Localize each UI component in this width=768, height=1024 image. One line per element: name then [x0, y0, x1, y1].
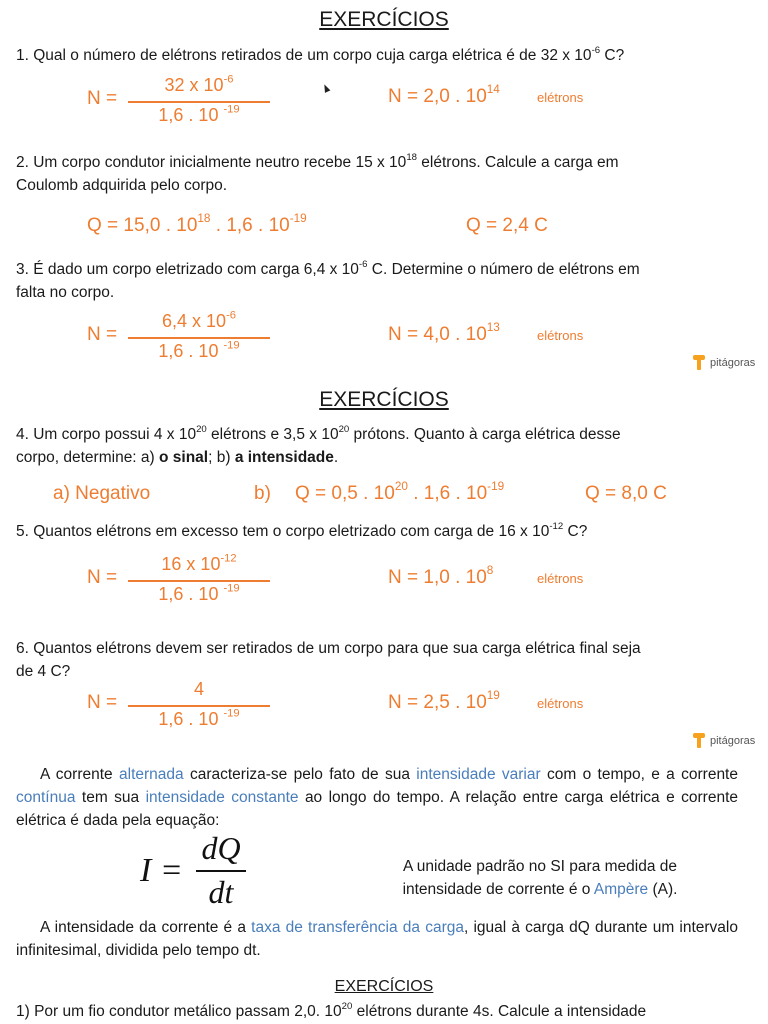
exercise-1: 1) Por um fio condutor metálico passam 2,0. $10^{20}$ elétrons durante 4s. Calcule a intensidade — [16, 1000, 647, 1020]
unit-note: A unidade padrão no SI para medida de intensidade de corrente é o Ampère (A). — [402, 858, 678, 898]
answer-1-fraction: 32 x $10^{-6}$ 1,6 . 10 $^{-19}$ — [128, 75, 270, 129]
question-4-line-2: corpo, determine: a) o sinal; b) a intensidade. — [16, 449, 339, 466]
question-1: 1. Qual o número de elétrons retirados de um corpo cuja carga elétrica é de 32 x $10^{-6}$ C? — [16, 44, 625, 64]
answer-4b-result: Q = 8,0 C — [585, 483, 667, 504]
answer-1-result: N = 2,0 . $10^{14}$ — [388, 83, 500, 107]
mouse-cursor-icon — [322, 83, 331, 93]
equation-lhs: I = — [140, 852, 183, 889]
pitagoras-logo-2: pitágoras — [692, 733, 755, 749]
answer-6-label: N = — [87, 692, 118, 713]
answer-1-unit: elétrons — [537, 90, 584, 105]
pitagoras-logo-icon — [692, 733, 706, 749]
paragraph-current-intensity: A intensidade da corrente é a taxa de transferência da carga, igual à carga dQ durante um intervalo infinitesimal, dividida pelo tempo dt. — [16, 919, 738, 959]
answer-5-unit: elétrons — [537, 571, 584, 586]
answer-1-label: N = — [87, 88, 118, 109]
pitagoras-logo-icon — [692, 355, 706, 371]
question-3-line-2: falta no corpo. — [16, 284, 115, 301]
question-3: 3. É dado um corpo eletrizado com carga 6,4 x $10^{-6}$ C. Determine o número de elétrons em — [16, 258, 640, 278]
answer-4b: Q = 0,5 . $10^{20}$ . 1,6 . $10^{-19}$ — [295, 480, 505, 504]
answer-3-label: N = — [87, 324, 118, 345]
paragraph-current-types: A corrente alternada caracteriza-se pelo fato de sua intensidade variar com o tempo, e a corrente contínua tem sua intensidade constante ao longo do tempo. A relação entre carga elétrica e corrente elétrica é dada pela equação: — [16, 766, 738, 829]
question-2-line-2: Coulomb adquirida pelo corpo. — [16, 177, 228, 194]
answer-2-result: Q = 2,4 C — [466, 215, 548, 236]
answer-5-label: N = — [87, 567, 118, 588]
question-2: 2. Um corpo condutor inicialmente neutro recebe 15 x $10^{18}$ elétrons. Calcule a carga em — [16, 151, 619, 171]
pitagoras-logo: pitágoras — [692, 355, 755, 371]
equation-fraction: dQ dt — [196, 830, 246, 912]
answer-6-result: N = 2,5 . $10^{19}$ — [388, 689, 500, 713]
answer-3-unit: elétrons — [537, 328, 584, 343]
answer-4a: a) Negativo — [53, 483, 151, 504]
answer-4b-label: b) — [254, 483, 271, 504]
answer-5-result: N = 1,0 . $10^8$ — [388, 564, 494, 588]
question-4: 4. Um corpo possui 4 x $10^{20}$ elétrons e 3,5 x $10^{20}$ prótons. Quanto à carga elétrica desse — [16, 423, 621, 443]
page-title-3: EXERCÍCIOS — [334, 978, 434, 995]
answer-3-result: N = 4,0 . $10^{13}$ — [388, 321, 500, 345]
question-5: 5. Quantos elétrons em excesso tem o corpo eletrizado com carga de 16 x $10^{-12}$ C? — [16, 520, 588, 540]
question-6-line-2: de 4 C? — [16, 663, 71, 680]
answer-6-unit: elétrons — [537, 696, 584, 711]
answer-2: Q = 15,0 . $10^{18}$ . 1,6 . $10^{-19}$ — [87, 212, 307, 236]
page-title: EXERCÍCIOS — [319, 8, 449, 31]
answer-3-fraction: 6,4 x $10^{-6}$ 1,6 . 10 $^{-19}$ — [128, 311, 270, 365]
answer-6-fraction: 4 1,6 . 10 $^{-19}$ — [128, 679, 270, 733]
page-title-2: EXERCÍCIOS — [319, 388, 449, 411]
question-6: 6. Quantos elétrons devem ser retirados de um corpo para que sua carga elétrica final seja — [16, 640, 641, 657]
answer-5-fraction: 16 x $10^{-12}$ 1,6 . 10 $^{-19}$ — [128, 554, 270, 608]
